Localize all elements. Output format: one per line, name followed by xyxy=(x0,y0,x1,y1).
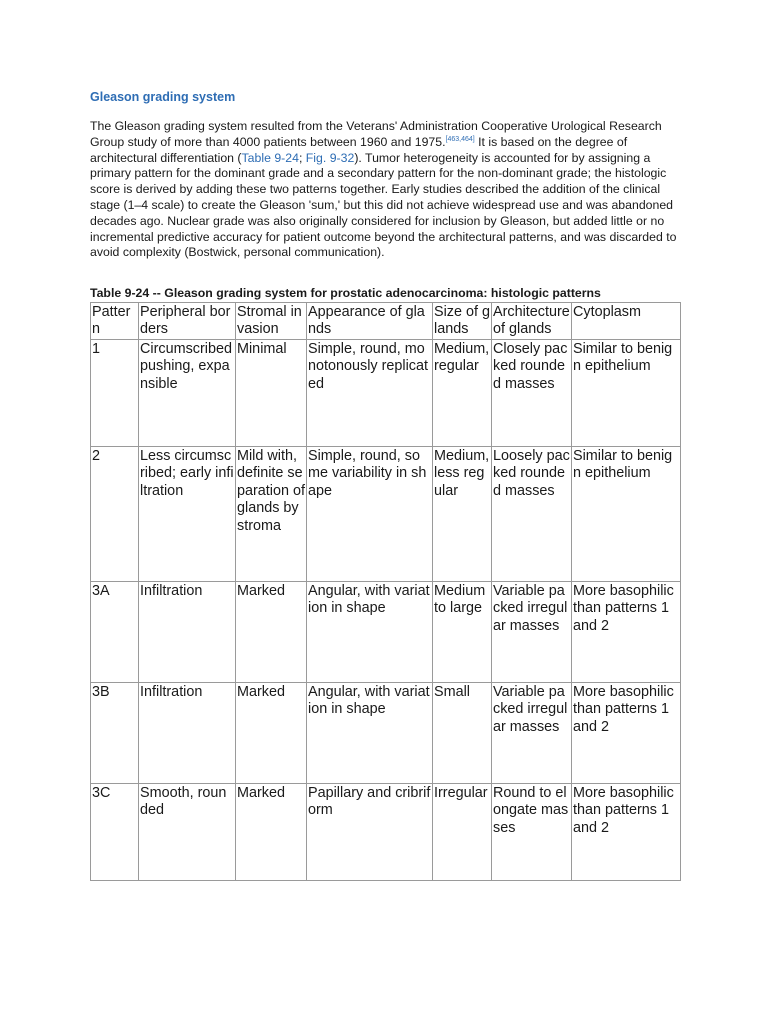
table-cell: Stromal invasion xyxy=(236,303,307,340)
table-cell: Marked xyxy=(236,784,307,881)
reference-link[interactable]: [463,464] xyxy=(445,135,475,143)
table-cell: Less circumscribed; early infiltration xyxy=(139,447,236,582)
table-cell: Marked xyxy=(236,582,307,683)
table-cell: Round to elongate masses xyxy=(492,784,572,881)
table-cell: Angular, with variation in shape xyxy=(307,582,433,683)
para-text: ). Tumor heterogeneity is accounted for by assigning a primary pattern for the dominant grade and a secondary pattern for the non-dominant grade; the histologic score is derived by adding these two patterns together. Early studies described the addition of the clinical stage (1–4 scale) to create the Gleason 'sum,' but this did not achieve widespread use and was abandoned decades ago. Nuclear grade was also originally considered for inclusion by Gleason, but added little or no incremental predictive accuracy for patient outcome beyond the architectural patterns, and was discarded to avoid complexity (Bostwick, personal communication). xyxy=(90,150,677,260)
table-caption: Table 9-24 -- Gleason grading system for prostatic adenocarcinoma: histologic patterns xyxy=(90,286,601,300)
table-cell: Small xyxy=(433,683,492,784)
table-cell: More basophilic than patterns 1 and 2 xyxy=(572,683,681,784)
table-cell: 2 xyxy=(91,447,139,582)
table-cell: Mild with, definite separation of glands by stroma xyxy=(236,447,307,582)
intro-paragraph xyxy=(90,119,690,261)
table-cell: 1 xyxy=(91,340,139,447)
table-row xyxy=(91,683,681,784)
table-cell: Circumscribed pushing, expansible xyxy=(139,340,236,447)
table-cell: Medium, regular xyxy=(433,340,492,447)
table-row xyxy=(91,582,681,683)
table-header-row xyxy=(91,303,681,340)
para-text: It is based on the degree of architectural differentiation ( xyxy=(90,134,628,165)
table-cell: Similar to benign epithelium xyxy=(572,340,681,447)
para-text: The Gleason grading system resulted from the Veterans' Administration Cooperative Urological Research Group study of more than 4000 patients between 1960 and 1975. xyxy=(90,119,662,149)
table-row xyxy=(91,340,681,447)
table-cell: Irregular xyxy=(433,784,492,881)
table-cell: Angular, with variation in shape xyxy=(307,683,433,784)
table-cell: Similar to benign epithelium xyxy=(572,447,681,582)
table-cell: Peripheral borders xyxy=(139,303,236,340)
table-cell: Infiltration xyxy=(139,582,236,683)
table-cell: 3C xyxy=(91,784,139,881)
table-cell: Cytoplasm xyxy=(572,303,681,340)
table-cell: Size of glands xyxy=(433,303,492,340)
table-cell: Architecture of glands xyxy=(492,303,572,340)
table-cell: Appearance of glands xyxy=(307,303,433,340)
table-cell: Loosely packed rounded masses xyxy=(492,447,572,582)
table-cell: Minimal xyxy=(236,340,307,447)
table-row xyxy=(91,447,681,582)
figure-link[interactable]: Fig. 9-32 xyxy=(305,150,355,165)
table-cell: Medium, less regular xyxy=(433,447,492,582)
section-heading: Gleason grading system xyxy=(90,90,236,104)
table-cell: Infiltration xyxy=(139,683,236,784)
table-link[interactable]: Table 9-24 xyxy=(241,150,299,165)
table-cell: Pattern xyxy=(91,303,139,340)
table-cell: Medium to large xyxy=(433,582,492,683)
table-cell: More basophilic than patterns 1 and 2 xyxy=(572,582,681,683)
table-cell: Smooth, rounded xyxy=(139,784,236,881)
table-cell: Simple, round, monotonously replicated xyxy=(307,340,433,447)
table-cell: Variable packed irregular masses xyxy=(492,582,572,683)
table-cell: Marked xyxy=(236,683,307,784)
para-text: ; xyxy=(298,150,306,165)
table-cell: Variable packed irregular masses xyxy=(492,683,572,784)
table-cell: More basophilic than patterns 1 and 2 xyxy=(572,784,681,881)
table-cell: Simple, round, some variability in shape xyxy=(307,447,433,582)
table-cell: Closely packed rounded masses xyxy=(492,340,572,447)
table-cell: Papillary and cribriform xyxy=(307,784,433,881)
table-cell: 3B xyxy=(91,683,139,784)
table-row xyxy=(91,784,681,881)
table-cell: 3A xyxy=(91,582,139,683)
gleason-table xyxy=(90,302,681,881)
